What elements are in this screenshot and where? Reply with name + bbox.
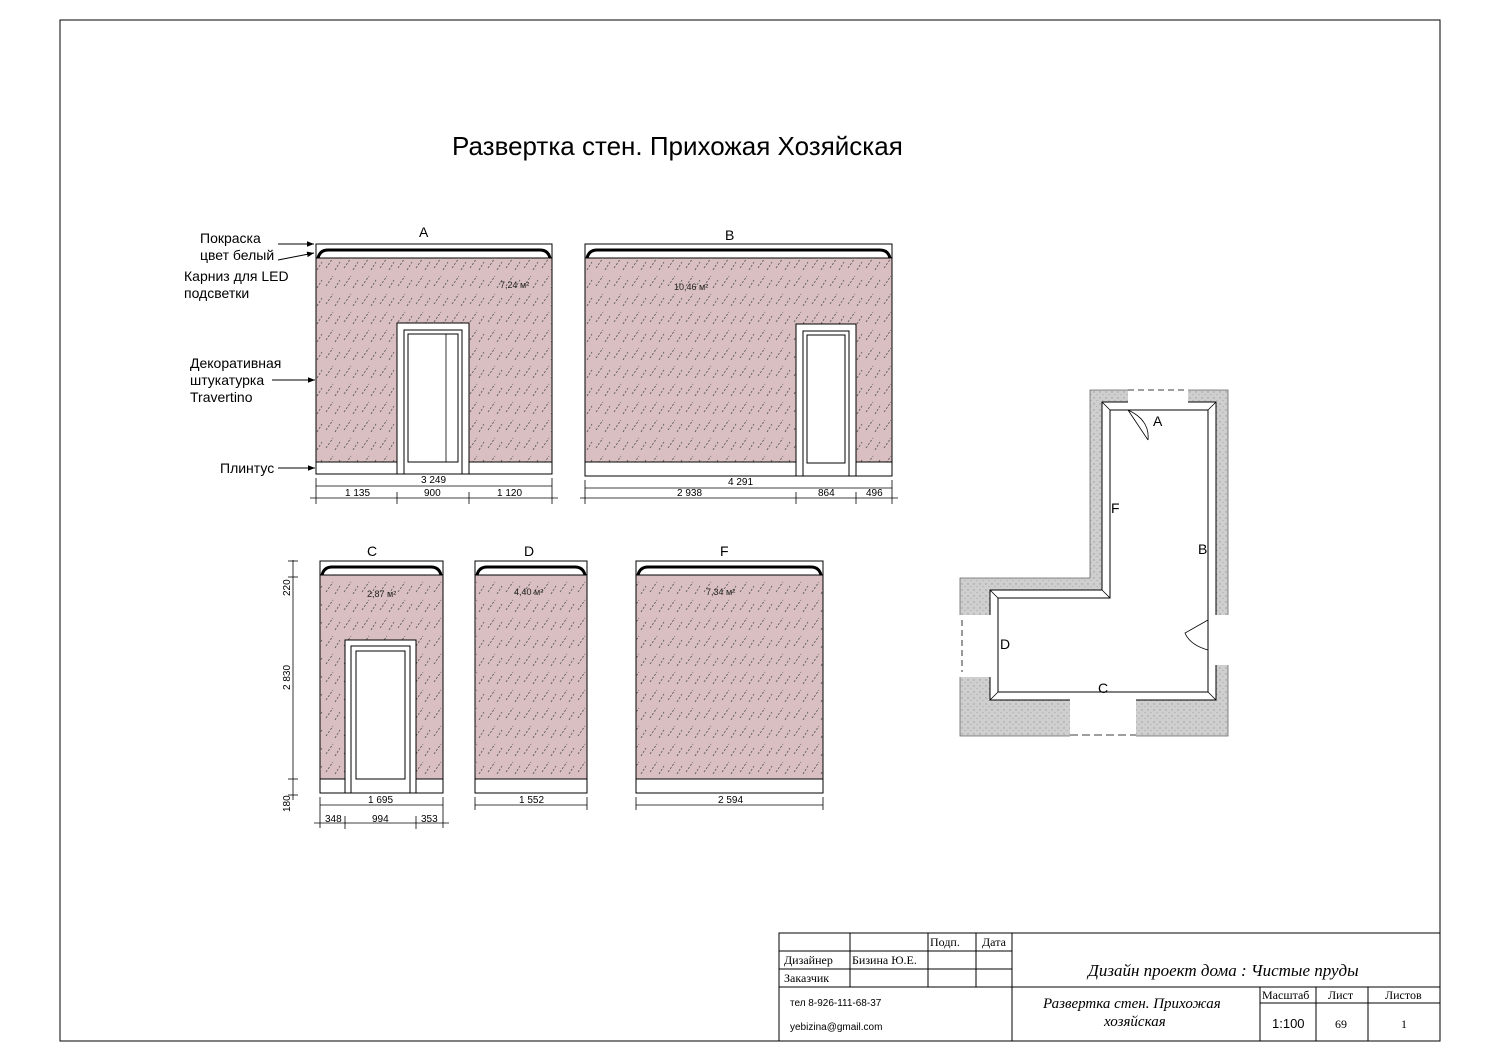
plan-label-d: D <box>1000 636 1011 652</box>
wall-d-label: D <box>524 543 535 559</box>
tb-sheet-title-line2: хозяйская <box>1104 1014 1166 1030</box>
callout-cornice-line1: Карниз для LED <box>184 268 289 284</box>
wall-a-dim-2: 900 <box>424 488 441 499</box>
wall-f-total-dim: 2 594 <box>718 795 744 806</box>
page-title: Развертка стен. Прихожая Хозяйская <box>452 131 903 161</box>
tb-scale-label: Масштаб <box>1262 988 1310 1002</box>
callout-baseboard: Плинтус <box>220 460 275 476</box>
wall-c-dim-2: 994 <box>372 814 389 825</box>
wall-f-baseboard <box>636 779 823 793</box>
wall-a-total-dim: 3 249 <box>421 475 447 486</box>
plan-door-right-opening <box>1215 615 1229 665</box>
wall-b-door-panel <box>807 335 845 463</box>
wall-d-total-dim: 1 552 <box>519 795 545 806</box>
elevation-wall-d <box>475 543 587 810</box>
elevation-wall-c <box>314 543 449 829</box>
callout-plaster-line3: Travertino <box>190 389 253 405</box>
plan-room <box>990 402 1216 700</box>
plan-label-c: C <box>1098 680 1109 696</box>
tb-sheets-label: Листов <box>1385 988 1422 1002</box>
wall-c-area: 2,87 м² <box>367 589 397 599</box>
tb-phone: тел 8-926-111-68-37 <box>790 998 882 1009</box>
tb-scale-value: 1:100 <box>1272 1016 1305 1031</box>
wall-b-label: B <box>725 227 735 243</box>
callout-plaster-line1: Декоративная <box>190 355 282 371</box>
plan-label-b: B <box>1198 541 1208 557</box>
wall-c-door-panel <box>356 651 405 779</box>
tb-sheet-value: 69 <box>1335 1017 1347 1031</box>
elevation-wall-b <box>580 227 898 504</box>
elevation-wall-a <box>310 224 558 504</box>
tb-sheets-value: 1 <box>1401 1017 1407 1031</box>
wall-a-dim-3: 1 120 <box>497 488 523 499</box>
tb-sheet-title-line1: Развертка стен. Прихожая <box>1043 996 1221 1012</box>
tb-client-label: Заказчик <box>784 971 830 985</box>
tb-designer-label: Дизайнер <box>784 953 833 967</box>
wall-a-dim-1: 1 135 <box>345 488 371 499</box>
wall-b-dim-3: 496 <box>866 488 883 499</box>
wall-c-total-dim: 1 695 <box>368 795 394 806</box>
sheet-frame <box>60 20 1440 1041</box>
tb-sheet-label: Лист <box>1328 988 1354 1002</box>
plan-label-a: A <box>1153 413 1163 429</box>
wall-b-area: 10,46 м² <box>674 282 709 292</box>
height-main-dim: 2 830 <box>282 664 293 690</box>
tb-col-signature: Подп. <box>930 935 960 949</box>
wall-b-dim-2: 864 <box>818 488 835 499</box>
wall-f-hatch <box>636 575 823 779</box>
elevation-wall-f <box>636 543 823 810</box>
plan-door-top-opening <box>1128 389 1188 403</box>
wall-b-total-dim: 4 291 <box>728 477 754 488</box>
title-block <box>779 933 1440 1041</box>
wall-c-label: C <box>367 543 378 559</box>
wall-a-area: 7,24 м² <box>500 280 530 290</box>
callout-cornice-line2: подсветки <box>184 285 250 301</box>
wall-d-area: 4,40 м² <box>514 587 544 597</box>
material-callouts <box>184 230 315 476</box>
callout-cornice-arrow <box>278 253 314 260</box>
wall-a-label: A <box>419 224 429 240</box>
height-bottom-dim: 180 <box>282 795 293 812</box>
callout-paint-line1: Покраска <box>200 230 261 246</box>
wall-c-dim-3: 353 <box>421 814 438 825</box>
height-top-dim: 220 <box>282 579 293 596</box>
callout-paint-line2: цвет белый <box>200 247 275 263</box>
wall-d-hatch <box>475 575 587 779</box>
plan-window-left <box>959 615 991 677</box>
wall-c-dim-1: 348 <box>325 814 342 825</box>
wall-f-label: F <box>720 543 729 559</box>
callout-plaster-line2: штукатурка <box>190 372 265 388</box>
wall-b-dim-1: 2 938 <box>677 488 703 499</box>
wall-f-area: 7,34 м² <box>706 587 736 597</box>
height-dimensions <box>282 560 298 812</box>
floor-plan <box>959 389 1229 737</box>
wall-a-door-panel <box>408 334 458 462</box>
plan-door-bottom-opening <box>1070 699 1136 737</box>
tb-project: Дизайн проект дома : Чистые пруды <box>1088 961 1359 980</box>
tb-designer-name: Бизина Ю.Е. <box>852 953 917 967</box>
tb-email: yebizina@gmail.com <box>790 1022 883 1033</box>
plan-label-f: F <box>1111 500 1120 516</box>
wall-d-baseboard <box>475 779 587 793</box>
tb-col-date: Дата <box>982 935 1006 949</box>
